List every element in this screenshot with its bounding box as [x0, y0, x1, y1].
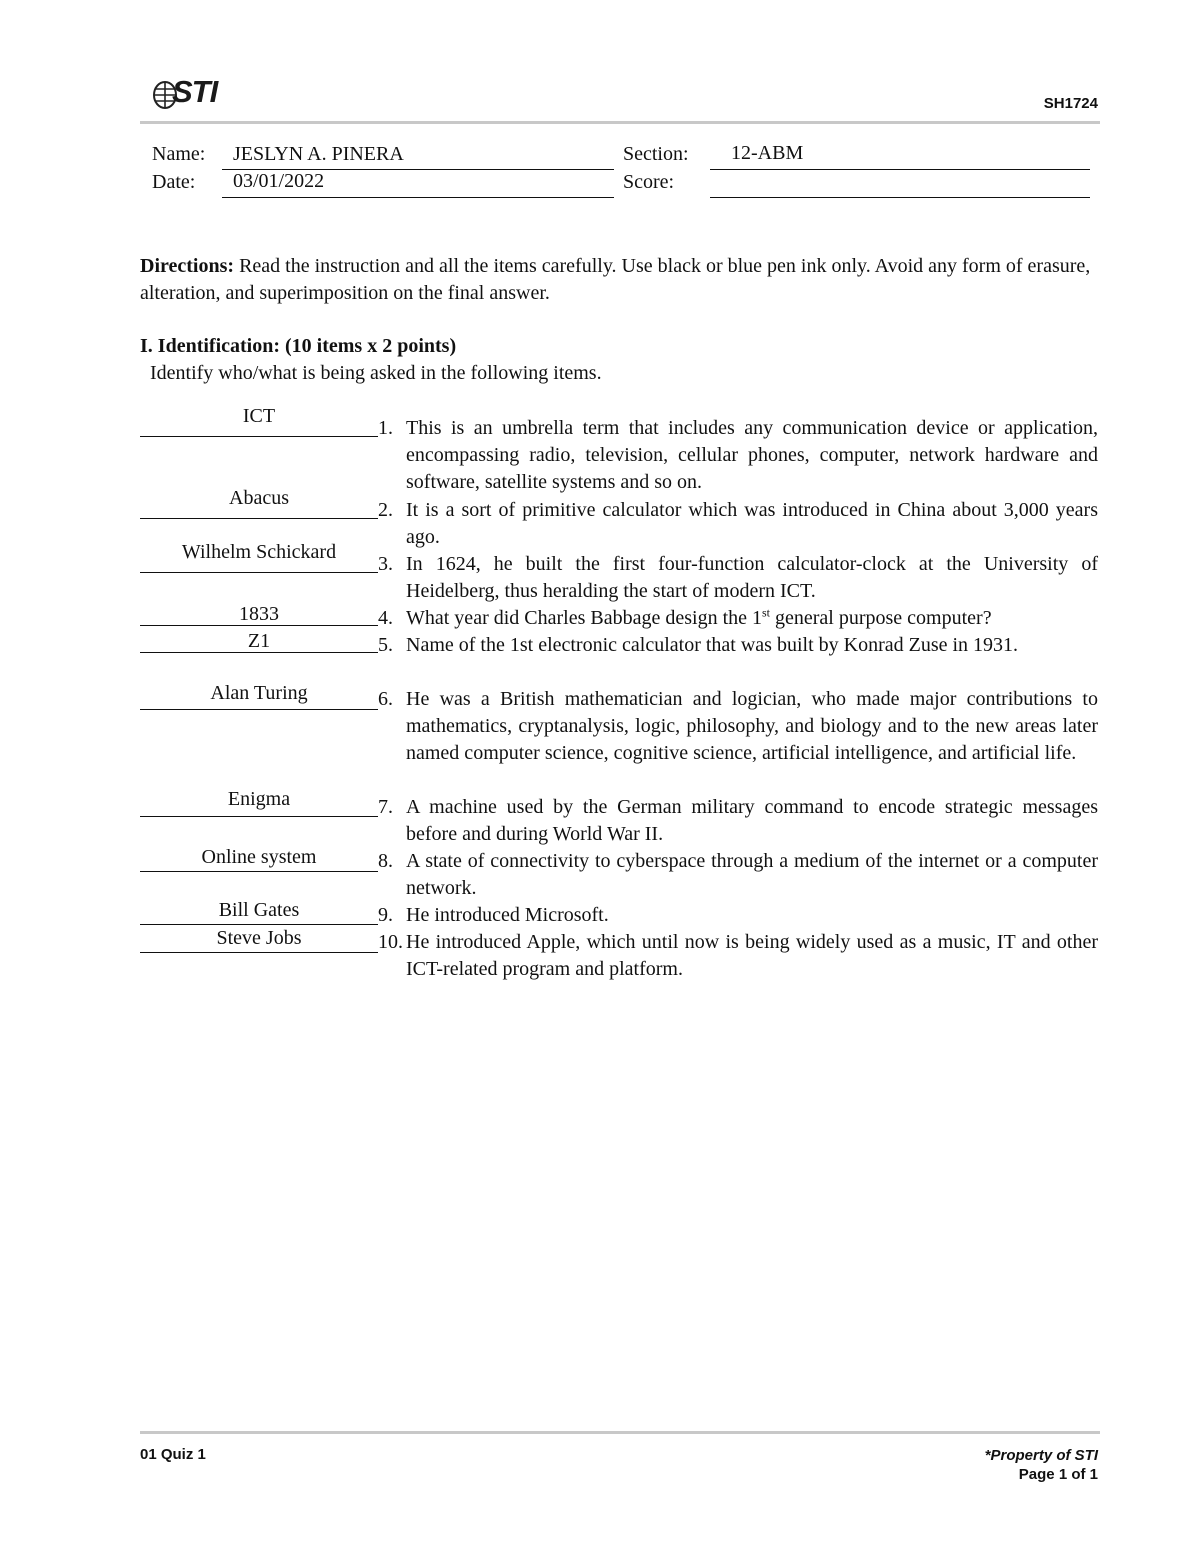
question-text: A state of connectivity to cyberspace through a medium of the internet or a computer network.: [406, 850, 1098, 899]
name-label: Name:: [152, 143, 206, 165]
answer-line: [140, 816, 378, 817]
question-text: He introduced Apple, which until now is being widely used as a music, IT and other ICT-related program and platform.: [406, 931, 1098, 980]
header-rule: [140, 121, 1100, 124]
page-number: Page 1 of 1: [1018, 1466, 1098, 1483]
score-label: Score:: [623, 171, 675, 193]
answer-text: 1833: [239, 603, 279, 625]
section-value: 12-ABM: [731, 142, 804, 164]
question-text-part: general purpose computer?: [770, 607, 992, 629]
superscript: st: [762, 605, 771, 620]
item-number: 9.: [378, 904, 393, 926]
section-title: I. Identification: (10 items x 2 points): [140, 335, 457, 357]
answer-text: Wilhelm Schickard: [181, 541, 337, 563]
item-number: 8.: [378, 850, 393, 872]
question-text: In 1624, he built the first four-function calculator-clock at the University of Heidelberg, thus heralding the start of modern ICT.: [406, 553, 1098, 602]
answer-text: Z1: [247, 630, 271, 652]
date-underline: [222, 197, 614, 198]
item-number: 2.: [378, 499, 393, 521]
question-text: Name of the 1st electronic calculator that was built by Konrad Zuse in 1931.: [406, 634, 1019, 656]
answer-text: Abacus: [229, 487, 289, 509]
answer-text: Enigma: [227, 788, 291, 810]
logo-text: STI: [172, 74, 218, 109]
answer-field-5: [140, 630, 378, 652]
directions-label: Directions:: [140, 255, 235, 277]
date-value: 03/01/2022: [233, 170, 325, 192]
answer-line: [140, 572, 378, 573]
question-text-part: What year did Charles Babbage design the 1: [406, 607, 762, 629]
question-text: He was a British mathematician and logician, who made major contributions to mathematics, cryptanalysis, logic, philosophy, and biology and to the new areas later named computer science, cognitive science, artificial intelligence, and artificial life.: [406, 688, 1098, 764]
question-text: This is an umbrella term that includes any communication device or application, encompassing radio, television, cellular phones, computer, network hardware and software, satellite systems and so on.: [406, 417, 1098, 493]
date-label: Date:: [152, 171, 196, 193]
footer-right: [985, 1446, 1098, 1484]
name-value: JESLYN A. PINERA: [233, 143, 404, 165]
question-text: It is a sort of primitive calculator which was introduced in China about 3,000 years ago.: [406, 499, 1098, 548]
answer-field-2: [140, 487, 378, 519]
answer-line: [140, 952, 378, 953]
answer-text: ICT: [242, 405, 276, 427]
question-text: A machine used by the German military command to encode strategic messages before and during World War II.: [406, 796, 1098, 845]
item-number: 5.: [378, 634, 393, 656]
answer-line: [140, 652, 378, 653]
section-underline: [710, 169, 1090, 170]
item-number: 4.: [378, 607, 393, 629]
answer-text: Alan Turing: [210, 682, 308, 704]
sti-logo: [152, 74, 230, 114]
answer-line: [140, 518, 378, 519]
item-number: 1.: [378, 417, 393, 439]
directions-text: Read the instruction and all the items carefully. Use black or blue pen ink only. Avoid any form of erasure, alteration, and superimposition on the final answer.: [140, 255, 1091, 304]
item-number: 6.: [378, 688, 393, 710]
answer-field-1: [140, 405, 378, 437]
answer-text: Online system: [201, 846, 317, 868]
answer-text: Steve Jobs: [216, 927, 302, 949]
answer-line: [140, 436, 378, 437]
item-number: 10.: [378, 931, 403, 953]
answer-field-4: [140, 603, 378, 625]
document-code: SH1724: [1043, 95, 1098, 112]
answer-field-10: [140, 927, 378, 951]
answer-field-3: [140, 541, 378, 573]
answer-field-9: [140, 899, 378, 923]
section-label: Section:: [623, 143, 689, 165]
item-number: 7.: [378, 796, 393, 818]
directions: [140, 253, 1100, 307]
answer-field-8: [140, 846, 378, 870]
answer-line: [140, 625, 378, 626]
question-text: He introduced Microsoft.: [406, 904, 609, 926]
property-notice: *Property of STI: [984, 1447, 1098, 1464]
answer-line: [140, 871, 378, 872]
answer-line: [140, 924, 378, 925]
section-subtitle: Identify who/what is being asked in the following items.: [150, 362, 602, 384]
answer-text: Bill Gates: [218, 899, 300, 921]
item-number: 3.: [378, 553, 393, 575]
score-underline: [710, 197, 1090, 198]
footer-rule: [140, 1431, 1100, 1434]
answer-field-6: [140, 682, 378, 708]
answer-line: [140, 709, 378, 710]
question-text: [406, 605, 1098, 632]
quiz-title: 01 Quiz 1: [140, 1446, 206, 1463]
answer-field-7: [140, 788, 378, 816]
